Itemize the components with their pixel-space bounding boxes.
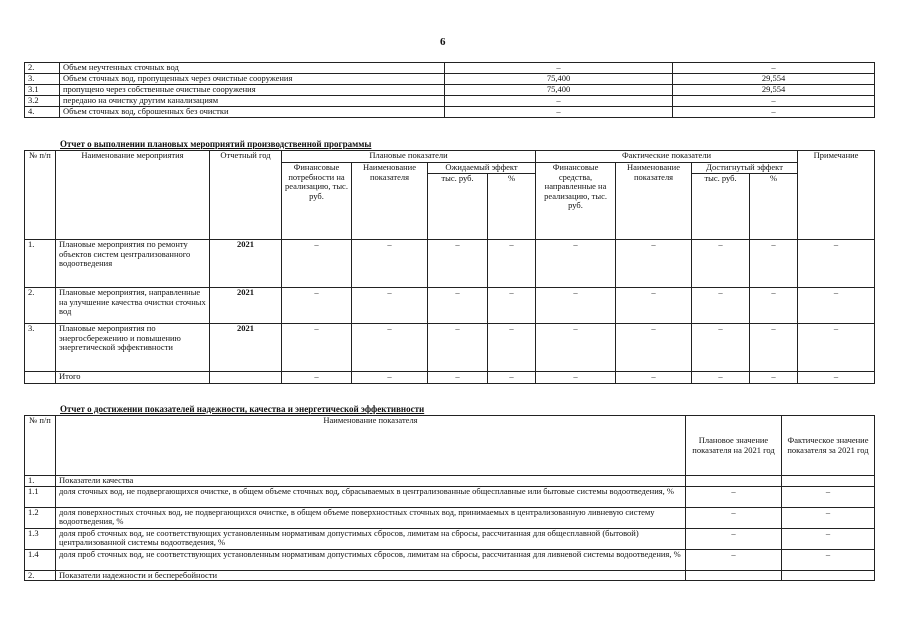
table3-caption: Отчет о достижении показателей надежности, качества и энергетической эффективности (60, 404, 425, 414)
hdr-actual: Фактические показатели (536, 151, 798, 163)
table-row (25, 570, 875, 581)
hdr-num: № п/п (25, 151, 56, 240)
empty-cell (25, 372, 56, 384)
row-fact-value (782, 570, 875, 581)
dash-cell: – (798, 240, 875, 288)
row-num: 1.4 (25, 549, 56, 570)
row-num: 3. (25, 74, 60, 85)
row-fact-value: 29,554 (673, 85, 875, 96)
dash-cell: – (616, 324, 692, 372)
table-row (25, 528, 875, 549)
dash-cell: – (282, 288, 352, 324)
table-row (25, 96, 875, 107)
dash-cell: – (798, 372, 875, 384)
hdr-rub2: тыс. руб. (692, 174, 750, 240)
row-fact-value: – (673, 96, 875, 107)
hdr-ind-name2: Наименование показателя (616, 163, 692, 240)
row-num: 2. (25, 570, 56, 581)
table-row (25, 486, 875, 507)
row-fact-value: – (673, 63, 875, 74)
dash-cell: – (536, 372, 616, 384)
table-row (25, 240, 875, 288)
row-plan-value: – (445, 107, 673, 118)
dash-cell: – (536, 240, 616, 288)
hdr-achieved: Достигнутый эффект (692, 163, 798, 174)
dash-cell: – (536, 324, 616, 372)
row-num: 1. (25, 476, 56, 487)
row-fact-value: 29,554 (673, 74, 875, 85)
table-row (25, 549, 875, 570)
row-name: пропущено через собственные очистные сооружения (60, 85, 445, 96)
row-year: 2021 (210, 324, 282, 372)
row-name: доля проб сточных вод, не соответствующих установленным нормативам допустимых сбросов, лимитам на сбросы, рассчитанная для ливневой системы водоотведения, % (56, 549, 686, 570)
row-name: Показатели надежности и бесперебойности (56, 570, 686, 581)
dash-cell: – (428, 324, 488, 372)
dash-cell: – (692, 240, 750, 288)
measures-table (24, 150, 875, 384)
row-fact-value: – (782, 528, 875, 549)
row-fact-value: – (673, 107, 875, 118)
row-name: Плановые мероприятия, направленные на улучшение качества очистки сточных вод (56, 288, 210, 324)
dash-cell: – (750, 324, 798, 372)
hdr-ind-name: Наименование показателя (352, 163, 428, 240)
row-name: доля поверхностных сточных вод, не подвергающихся очистке, в общем объеме поверхностных сточных вод, принимаемых в централизованную ливневую систему водоотведения, % (56, 507, 686, 528)
row-name: Плановые мероприятия по энергосбережению и повышению энергетической эффективности (56, 324, 210, 372)
row-plan-value (686, 570, 782, 581)
page-number: 6 (440, 36, 446, 48)
hdr-pct2: % (750, 174, 798, 240)
row-name: доля проб сточных вод, не соответствующих установленным нормативам допустимых сбросов, лимитам на сбросы, рассчитанная для общесплавной (бытовой) централизованной системы водоотведения, % (56, 528, 686, 549)
dash-cell: – (488, 288, 536, 324)
hdr-num: № п/п (25, 416, 56, 476)
dash-cell: – (282, 324, 352, 372)
row-name: передано на очистку другим канализациям (60, 96, 445, 107)
row-name: Плановые мероприятия по ремонту объектов систем централизованного водоотведения (56, 240, 210, 288)
row-num: 3.2 (25, 96, 60, 107)
indicators-table (24, 415, 875, 581)
row-fact-value: – (782, 486, 875, 507)
row-plan-value: 75,400 (445, 85, 673, 96)
dash-cell: – (488, 240, 536, 288)
hdr-name: Наименование мероприятия (56, 151, 210, 240)
volume-table (24, 62, 875, 118)
row-plan-value: 75,400 (445, 74, 673, 85)
dash-cell: – (282, 240, 352, 288)
hdr-fact: Фактическое значение показателя за 2021 год (782, 416, 875, 476)
hdr-planned: Плановые показатели (282, 151, 536, 163)
hdr-expected: Ожидаемый эффект (428, 163, 536, 174)
row-year: 2021 (210, 288, 282, 324)
dash-cell: – (352, 240, 428, 288)
dash-cell: – (282, 372, 352, 384)
table2-caption: Отчет о выполнении плановых мероприятий производственной программы (60, 139, 372, 149)
dash-cell: – (616, 372, 692, 384)
row-plan-value: – (445, 96, 673, 107)
table-row (25, 85, 875, 96)
row-plan-value: – (445, 63, 673, 74)
dash-cell: – (616, 240, 692, 288)
dash-cell: – (616, 288, 692, 324)
dash-cell: – (352, 324, 428, 372)
row-num: 1.2 (25, 507, 56, 528)
table-row (25, 324, 875, 372)
row-fact-value: – (782, 549, 875, 570)
row-name: Объем сточных вод, сброшенных без очистки (60, 107, 445, 118)
row-num: 1.3 (25, 528, 56, 549)
dash-cell: – (750, 288, 798, 324)
row-plan-value: – (686, 528, 782, 549)
dash-cell: – (352, 372, 428, 384)
dash-cell: – (488, 372, 536, 384)
dash-cell: – (488, 324, 536, 372)
row-name: доля сточных вод, не подвергающихся очистке, в общем объеме сточных вод, сбрасываемых в централизованные общесплавные или бытовые системы водоотведения, % (56, 486, 686, 507)
hdr-note: Примечание (798, 151, 875, 240)
row-fact-value (782, 476, 875, 487)
row-name: Объем неучтенных сточных вод (60, 63, 445, 74)
row-plan-value: – (686, 486, 782, 507)
total-label: Итого (56, 372, 210, 384)
row-num: 2. (25, 288, 56, 324)
row-name: Показатели качества (56, 476, 686, 487)
dash-cell: – (692, 288, 750, 324)
row-num: 2. (25, 63, 60, 74)
row-plan-value: – (686, 507, 782, 528)
dash-cell: – (428, 372, 488, 384)
row-name: Объем сточных вод, пропущенных через очистные сооружения (60, 74, 445, 85)
row-plan-value (686, 476, 782, 487)
empty-cell (210, 372, 282, 384)
row-num: 1. (25, 240, 56, 288)
dash-cell: – (750, 240, 798, 288)
table-row (25, 107, 875, 118)
dash-cell: – (750, 372, 798, 384)
row-num: 3.1 (25, 85, 60, 96)
row-fact-value: – (782, 507, 875, 528)
table-row (25, 288, 875, 324)
hdr-plan: Плановое значение показателя на 2021 год (686, 416, 782, 476)
hdr-name: Наименование показателя (56, 416, 686, 476)
table-row (25, 63, 875, 74)
dash-cell: – (798, 288, 875, 324)
table-row (25, 74, 875, 85)
dash-cell: – (692, 372, 750, 384)
dash-cell: – (536, 288, 616, 324)
hdr-pct: % (488, 174, 536, 240)
row-num: 4. (25, 107, 60, 118)
dash-cell: – (352, 288, 428, 324)
dash-cell: – (798, 324, 875, 372)
table-row (25, 476, 875, 487)
table-row (25, 507, 875, 528)
hdr-rub: тыс. руб. (428, 174, 488, 240)
row-year: 2021 (210, 240, 282, 288)
row-num: 1.1 (25, 486, 56, 507)
total-row (25, 372, 875, 384)
dash-cell: – (428, 240, 488, 288)
dash-cell: – (692, 324, 750, 372)
row-plan-value: – (686, 549, 782, 570)
dash-cell: – (428, 288, 488, 324)
hdr-year: Отчетный год (210, 151, 282, 240)
hdr-fin-need: Финансовые потребности на реализацию, тыс. руб. (282, 163, 352, 240)
row-num: 3. (25, 324, 56, 372)
hdr-fin-means: Финансовые средства, направленные на реализацию, тыс. руб. (536, 163, 616, 240)
